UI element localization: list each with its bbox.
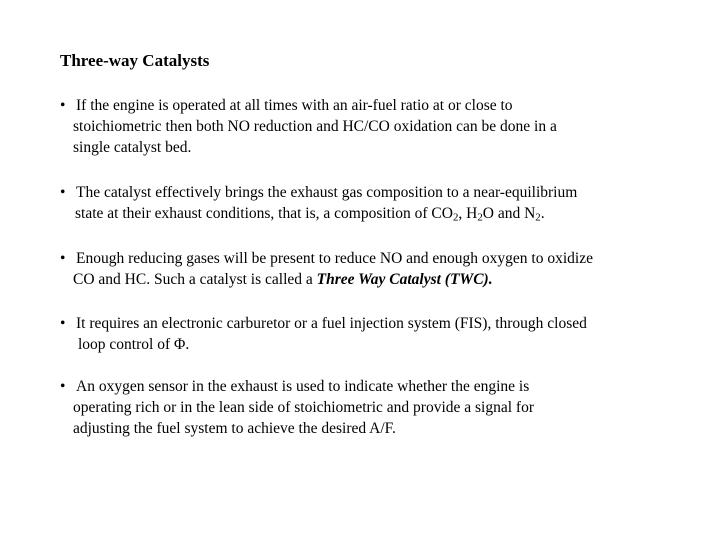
text-run: . — [540, 205, 545, 222]
bullet-text-line: Enough reducing gases will be present to reduce NO and enough oxygen to oxidize — [76, 250, 593, 267]
text-run: , H — [458, 205, 478, 222]
bullet-text-line: It requires an electronic carburetor or a fuel injection system (FIS), through closed — [76, 315, 587, 332]
text-run: state at their exhaust conditions, that is, a composition of CO — [75, 205, 453, 222]
subscript: 2 — [477, 211, 483, 224]
bullet-text-line: operating rich or in the lean side of stoichiometric and provide a signal for — [73, 399, 534, 416]
text-run: O and N — [482, 205, 536, 222]
bullet-marker: • — [60, 315, 66, 332]
bullet-text-line: If the engine is operated at all times with an air-fuel ratio at or close to — [76, 97, 513, 114]
bullet-item — [60, 376, 710, 439]
text-run: CO and HC. Such a catalyst is called a — [73, 271, 317, 288]
bullet-text-line: The catalyst effectively brings the exhaust gas composition to a near-equilibrium — [76, 184, 578, 201]
bullet-item — [60, 95, 710, 158]
bullet-marker: • — [60, 378, 66, 395]
bullet-text-line — [60, 269, 710, 290]
bullet-marker: • — [60, 250, 66, 267]
bullet-text-line: loop control of Φ. — [78, 336, 190, 353]
bullet-text-line: adjusting the fuel system to achieve the desired A/F. — [73, 420, 396, 437]
bullet-text-line — [60, 203, 710, 224]
bullet-text-line: An oxygen sensor in the exhaust is used to indicate whether the engine is — [76, 378, 530, 395]
subscript: 2 — [535, 211, 541, 224]
bullet-text-line: stoichiometric then both NO reduction and HC/CO oxidation can be done in a — [73, 118, 557, 135]
bullet-item — [60, 313, 710, 355]
slide-title: Three-way Catalysts — [60, 51, 210, 70]
bullet-text-line: single catalyst bed. — [73, 139, 192, 156]
bullet-marker: • — [60, 184, 66, 201]
bullet-marker: • — [60, 97, 66, 114]
subscript: 2 — [452, 211, 459, 224]
bullet-item — [60, 248, 710, 290]
bullet-item — [60, 182, 710, 224]
emphasized-term: Three Way Catalyst (TWC). — [316, 271, 493, 288]
